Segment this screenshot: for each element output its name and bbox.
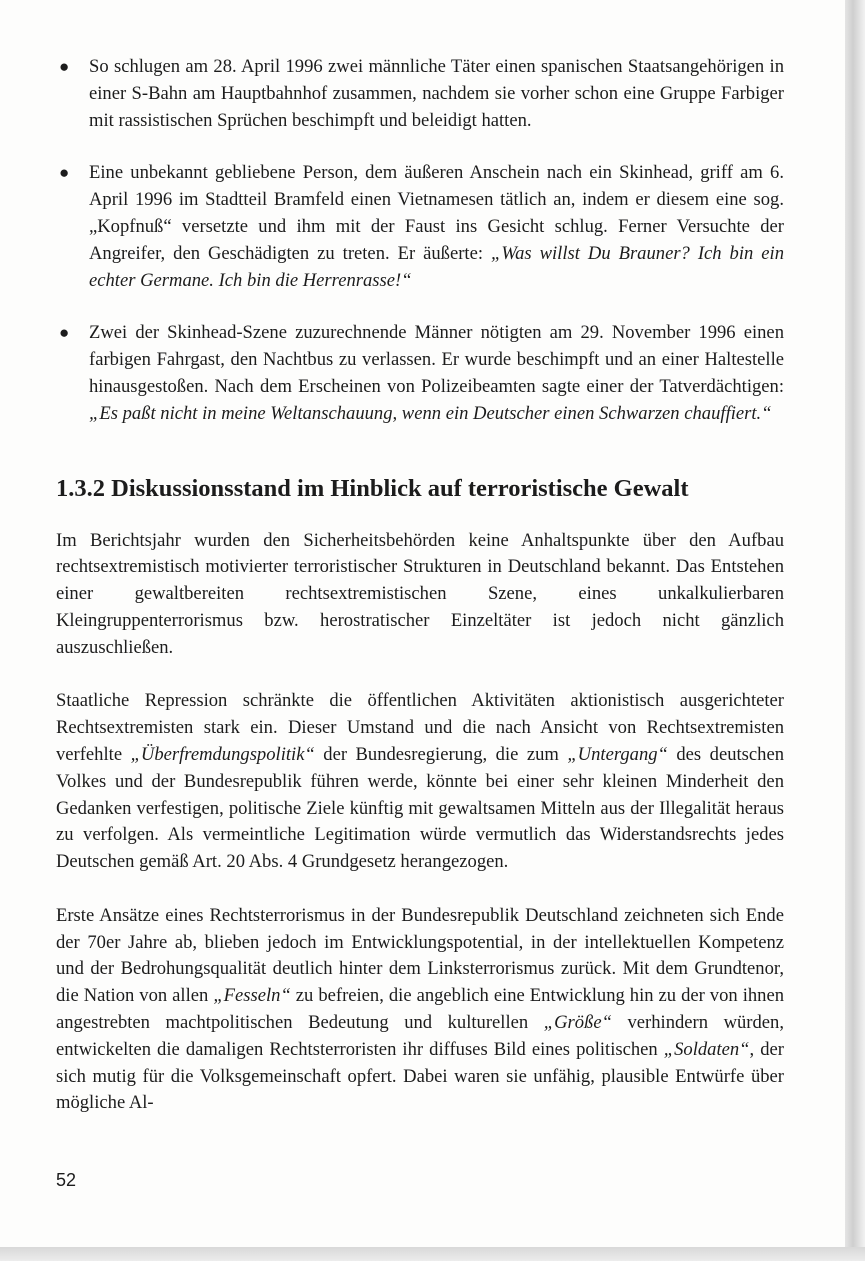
bullet-icon: ● (59, 57, 70, 76)
paragraph-3 (56, 903, 784, 1117)
page-content (56, 54, 784, 1144)
italic-term: „Größe“ (543, 1011, 612, 1033)
paragraph-text: Staatliche Repression schränkte die öffentlichen Aktivitäten aktionistisch ausgerichteter Rechtsextremisten stark ein. Dieser Umstand und die nach Ansicht von Rechtsextremisten verfehlte (56, 690, 784, 765)
paragraph-2 (56, 688, 784, 876)
paragraph-text: der Bundesregierung, die zum (314, 743, 568, 765)
paragraph-text: zu befreien, die angeblich eine Entwicklung hin zu der von ihnen angestrebten machtpolitischen Bedeutung und kulturellen (56, 985, 784, 1033)
bullet-text: Zwei der Skinhead-Szene zuzurechnende Männer nötigten am 29. November 1996 einen farbigen Fahrgast, den Nachtbus zu verlassen. Er wurde beschimpft und an einer Haltestelle hinausgestoßen. Nach dem Erscheinen von Polizeibeamten sagte einer der Tatverdächtigen: (89, 322, 784, 397)
bullet-quote: „Was willst Du Brauner? Ich bin ein echter Germane. Ich bin die Herrenrasse!“ (89, 242, 784, 291)
italic-term: „Überfremdungspolitik“ (130, 743, 315, 765)
bullet-text: Eine unbekannt gebliebene Person, dem äußeren Anschein nach ein Skinhead, griff am 6. April 1996 im Stadtteil Bramfeld einen Vietnamesen tätlich an, indem er diesem eine sog. „Kopfnuß“ versetzte und ihm mit der Faust ins Gesicht schlug. Ferner Versuchte der Angreifer, den Geschädigten zu treten. Er äußerte: (89, 162, 784, 264)
bullet-icon: ● (59, 323, 70, 343)
paragraph-text: des deutschen Volkes und der Bundesrepublik führen werde, könnte bei einer sehr kleinen Minderheit den Gedanken verfestigen, politische Ziele künftig mit gewaltsamen Mitteln aus der Illegalität heraus zu verfolgen. Als vermeintliche Legitimation würde vermutlich das Widerstandsrechts jedes Deutschen gemäß Art. 20 Abs. 4 Grundgesetz herangezogen. (56, 743, 785, 873)
page-edge-bottom (0, 1247, 865, 1261)
paragraph-1: Im Berichtsjahr wurden den Sicherheitsbehörden keine Anhaltspunkte über den Aufbau rechtsextremistisch motivierter terroristischer Strukturen in Deutschland bekannt. Das Entstehen einer gewaltbereiten rechtsextremistischen Szene, eines unkalkulierbaren Kleingruppenterrorismus bzw. herostratischer Einzeltäter ist jedoch nicht gänzlich auszuschließen. (56, 529, 784, 658)
paragraph-text: verhindern würden, entwickelten die damaligen Rechtsterroristen ihr diffuses Bild eines politischen (56, 1011, 784, 1060)
paragraph-text: Erste Ansätze eines Rechtsterrorismus in der Bundesrepublik Deutschland zeichneten sich Ende der 70er Jahre ab, blieben jedoch im Entwicklungspotential, in der intellektuellen Kompetenz und der Bedrohungsqualität deutlich hinter dem Linksterrorismus zurück. Mit dem Grundtenor, die Nation von allen (56, 904, 784, 1007)
incident-list (56, 54, 784, 428)
list-item (56, 160, 784, 294)
page-edge-right (845, 0, 865, 1261)
page-number: 52 (56, 1170, 77, 1190)
list-item (56, 54, 784, 134)
bullet-icon: ● (59, 163, 70, 183)
section-heading: 1.3.2 Diskussionsstand im Hinblick auf terroristische Gewalt (56, 474, 689, 502)
italic-term: „Soldaten“ (663, 1038, 750, 1060)
list-item (56, 320, 784, 427)
bullet-text: So schlugen am 28. April 1996 zwei männliche Täter einen spanischen Staatsangehörigen in einer S-Bahn am Hauptbahnhof zusammen, nachdem sie vorher schon eine Gruppe Farbiger mit rassistischen Sprüchen beschimpft und beleidigt hatten. (89, 56, 784, 131)
italic-term: „Untergang“ (567, 743, 668, 765)
paragraph-text: , der sich mutig für die Volksgemeinschaft opfert. Dabei waren sie unfähig, plausible Entwürfe über mögliche Al- (56, 1038, 784, 1114)
italic-term: „Fesseln“ (213, 985, 291, 1007)
bullet-quote: „Es paßt nicht in meine Weltanschauung, wenn ein Deutscher einen Schwarzen chauffiert.“ (89, 402, 772, 424)
